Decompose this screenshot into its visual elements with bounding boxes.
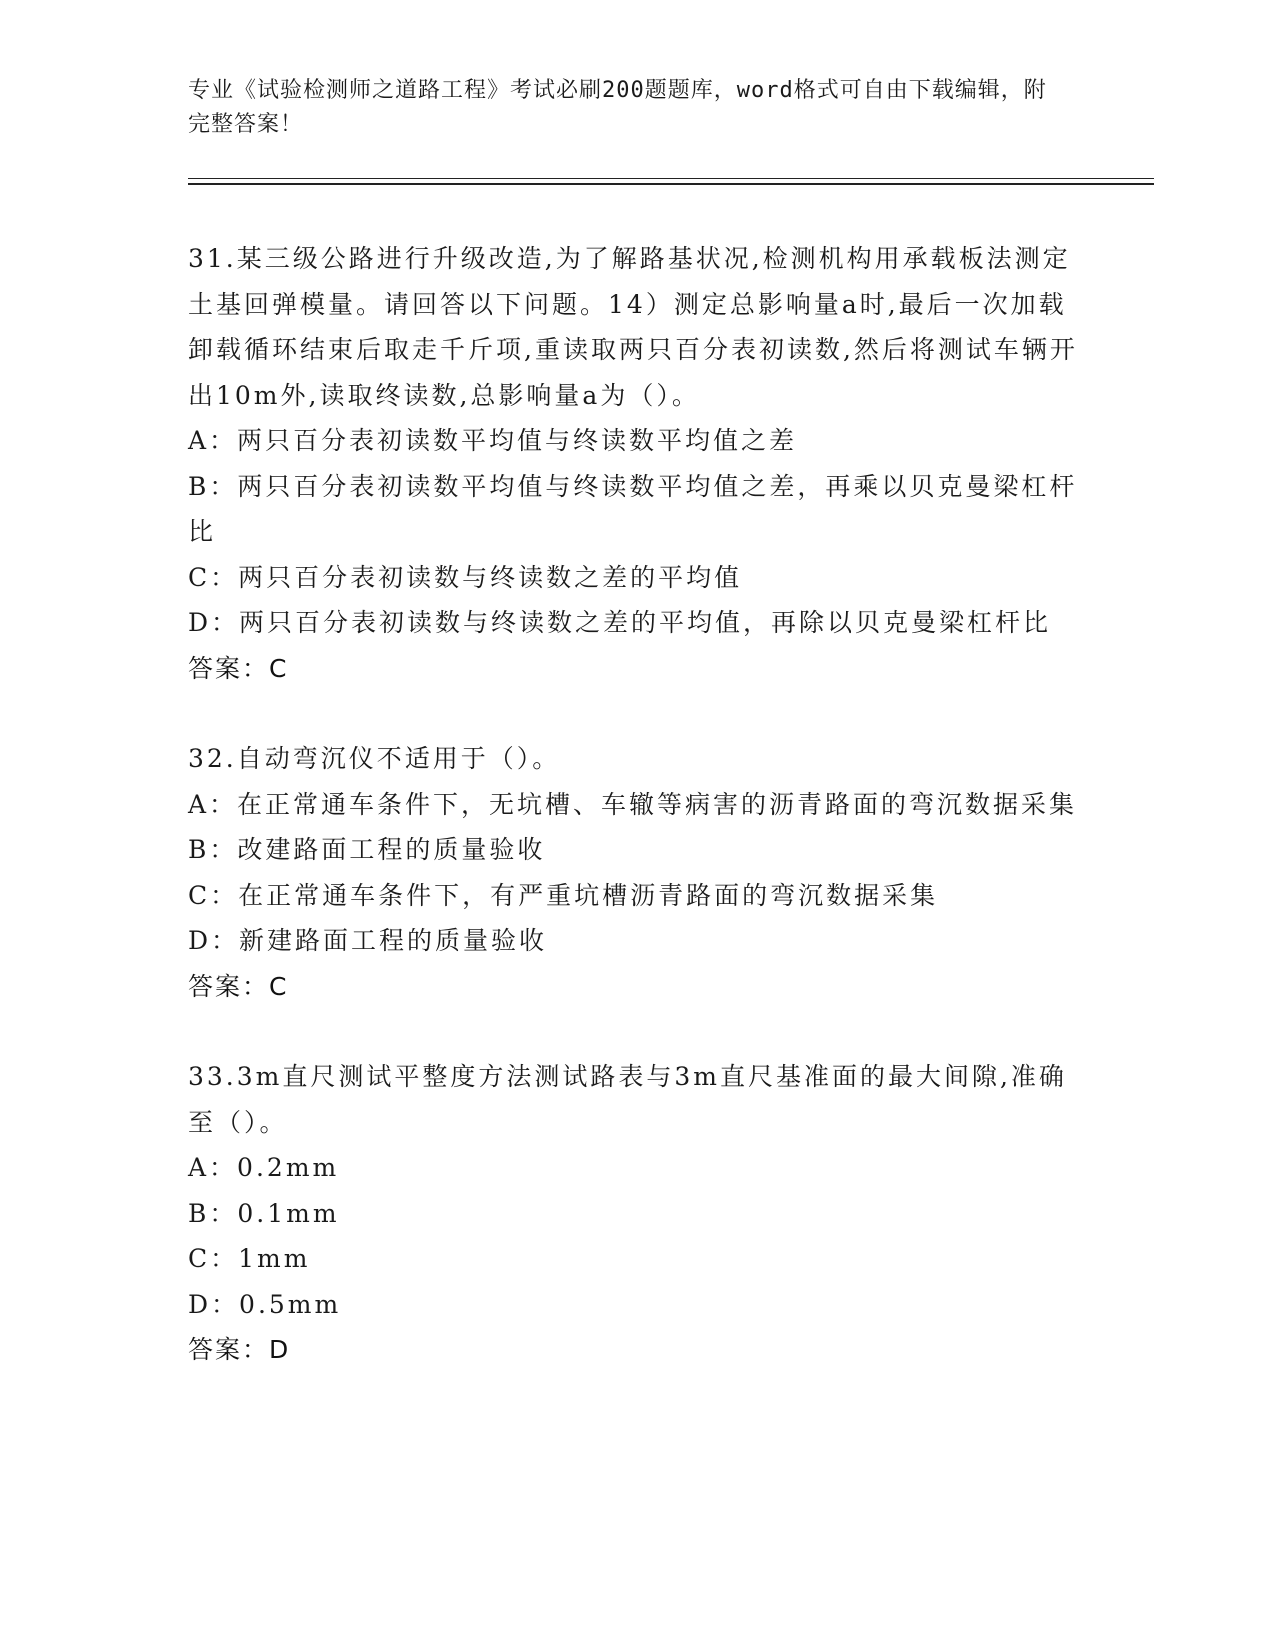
question-31 [188, 236, 1078, 691]
document-header: 专业《试验检测师之道路工程》考试必刷200题题库，word格式可自由下载编辑，附完整答案！ [188, 78, 1047, 137]
question-stem: 33.3m直尺测试平整度方法测试路表与3m直尺基准面的最大间隙,准确至（）。 [188, 1062, 1067, 1137]
question-list [188, 236, 1078, 1418]
option-c: C：1mm [188, 1244, 311, 1273]
question-stem: 32.自动弯沉仪不适用于（）。 [188, 744, 561, 773]
option-d: D：两只百分表初读数与终读数之差的平均值，再除以贝克曼梁杠杆比 [188, 608, 1052, 637]
option-d: D：新建路面工程的质量验收 [188, 926, 548, 955]
option-b: B：两只百分表初读数平均值与终读数平均值之差，再乘以贝克曼梁杠杆比 [188, 471, 1078, 546]
header-divider-thick [188, 183, 1154, 185]
answer: 答案：C [188, 971, 289, 1001]
option-d: D：0.5mm [188, 1289, 342, 1319]
question-32 [188, 736, 1078, 1009]
option-b: B：0.1mm [188, 1198, 340, 1228]
header-divider-thin [188, 178, 1154, 179]
question-33 [188, 1054, 1078, 1373]
option-a: A：0.2mm [188, 1153, 340, 1182]
option-b: B：改建路面工程的质量验收 [188, 835, 546, 864]
answer: 答案：C [188, 653, 289, 683]
answer: 答案：D [188, 1335, 291, 1364]
option-a: A：在正常通车条件下，无坑槽、车辙等病害的沥青路面的弯沉数据采集 [188, 789, 1078, 819]
option-c: C：两只百分表初读数与终读数之差的平均值 [188, 562, 743, 592]
question-stem: 31.某三级公路进行升级改造,为了解路基状况,检测机构用承载板法测定土基回弹模量。请回答以下问题。14）测定总影响量a时,最后一次加载卸载循环结束后取走千斤项,重读取两只百分表初读数,然后将测试车辆开出10m外,读取终读数,总影响量a为（）。 [188, 244, 1078, 410]
option-a: A：两只百分表初读数平均值与终读数平均值之差 [188, 426, 798, 455]
option-c: C：在正常通车条件下，有严重坑槽沥青路面的弯沉数据采集 [188, 880, 939, 910]
